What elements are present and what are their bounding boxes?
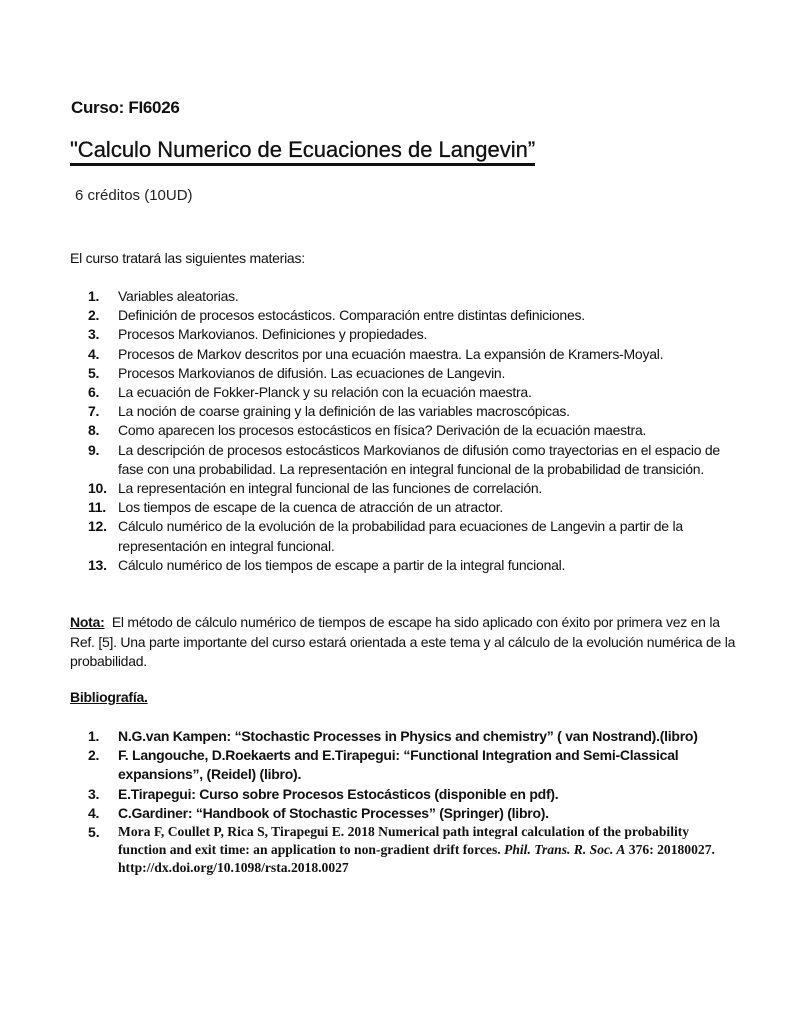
bibliography-item [88, 804, 738, 823]
item-text: Procesos Markovianos de difusión. Las ecuaciones de Langevin. [118, 364, 506, 381]
bibliography-item [88, 785, 738, 804]
list-item [88, 325, 738, 344]
item-number: 4. [88, 345, 100, 362]
item-number: 4. [88, 804, 100, 821]
item-text: Variables aleatorias. [118, 288, 239, 304]
item-text: E.Tirapegui: Curso sobre Procesos Estocásticos (disponible en pdf). [118, 785, 559, 802]
item-text: Como aparecen los procesos estocásticos en física? Derivación de la ecuación maestra. [118, 422, 647, 439]
bibliography-item [88, 727, 738, 746]
list-item [88, 479, 738, 498]
list-item [88, 498, 738, 517]
item-number: 2. [88, 747, 100, 764]
item-number: 8. [88, 422, 100, 439]
item-text: La ecuación de Fokker-Planck y su relación con la ecuación maestra. [118, 384, 532, 401]
item-number: 2. [88, 307, 100, 324]
topics-list [88, 287, 738, 575]
list-item [88, 556, 738, 575]
item-text: Cálculo numérico de los tiempos de escape a partir de la integral funcional. [118, 556, 566, 573]
course-credits: 6 créditos (10UD) [75, 187, 193, 204]
item-number: 12. [88, 518, 107, 535]
item-text [118, 823, 738, 877]
item-text: Procesos Markovianos. Definiciones y propiedades. [118, 326, 428, 343]
item-number: 6. [88, 384, 100, 401]
bibliography-title: Bibliografía. [70, 689, 148, 705]
item-number: 11. [88, 499, 106, 516]
note-label: Nota: [70, 614, 105, 630]
course-title: "Calculo Numerico de Ecuaciones de Langevin” [70, 138, 535, 166]
item-number: 9. [88, 441, 100, 458]
list-item [88, 345, 738, 364]
item-text: Procesos de Markov descritos por una ecuación maestra. La expansión de Kramers-Moyal. [118, 345, 664, 362]
note-text: El método de cálculo numérico de tiempos de escape ha sido aplicado con éxito por primera vez en la Ref. [5]. Una parte importante del curso estará orientada a este tema y al cálculo de la evolución numérica de la probabilidad. [70, 614, 736, 669]
list-item [88, 383, 738, 402]
item-text: F. Langouche, D.Roekaerts and E.Tirapegui: “Functional Integration and Semi-Classical expansions”, (Reidel) (libro). [118, 747, 679, 783]
list-item [88, 287, 738, 306]
item-text: La representación en integral funcional de las funciones de correlación. [118, 480, 543, 497]
list-item [88, 517, 738, 555]
bibliography-item [88, 823, 738, 877]
intro-text: El curso tratará las siguientes materias: [70, 250, 305, 266]
item-number: 1. [88, 288, 100, 304]
list-item [88, 441, 738, 479]
item-text: Definición de procesos estocásticos. Comparación entre distintas definiciones. [118, 307, 585, 324]
item-number: 13. [88, 556, 107, 573]
item-text: La noción de coarse graining y la definición de las variables macroscópicas. [118, 403, 570, 420]
bibliography-list [88, 727, 738, 877]
item-number: 5. [88, 824, 100, 841]
item-text: Cálculo numérico de la evolución de la probabilidad para ecuaciones de Langevin a partir de la representación en integral funcional. [118, 518, 683, 554]
item-number: 10. [88, 480, 107, 497]
item-number: 7. [88, 403, 100, 420]
list-item [88, 306, 738, 325]
item-text: La descripción de procesos estocásticos Markovianos de difusión como trayectorias en el espacio de fase con una probabilidad. La representación en integral funcional de la probabilidad de transición. [118, 441, 720, 477]
list-item [88, 364, 738, 383]
item-number: 5. [88, 364, 100, 381]
item-number: 3. [88, 785, 100, 802]
item-number: 3. [88, 326, 100, 343]
journal-name: Phil. Trans. R. Soc. A [504, 842, 626, 858]
item-text: Los tiempos de escape de la cuenca de atracción de un atractor. [118, 499, 504, 516]
item-text: N.G.van Kampen: “Stochastic Processes in Physics and chemistry” ( van Nostrand).(libro) [118, 728, 698, 744]
list-item [88, 421, 738, 440]
citation-doi: 376: 20180027. http://dx.doi.org/10.1098/rsta.2018.0027 [118, 842, 715, 876]
citation-text: Mora F, Coullet P, Rica S, Tirapegui E. 2018 Numerical path integral calculation of the probability function and exit time: an application to non-gradient drift forces. [118, 824, 690, 858]
bibliography-item [88, 746, 738, 784]
note-paragraph [70, 613, 740, 672]
item-text: C.Gardiner: “Handbook of Stochastic Processes” (Springer) (libro). [118, 804, 549, 821]
item-number: 1. [88, 728, 100, 744]
course-code: Curso: FI6026 [71, 98, 180, 117]
list-item [88, 402, 738, 421]
